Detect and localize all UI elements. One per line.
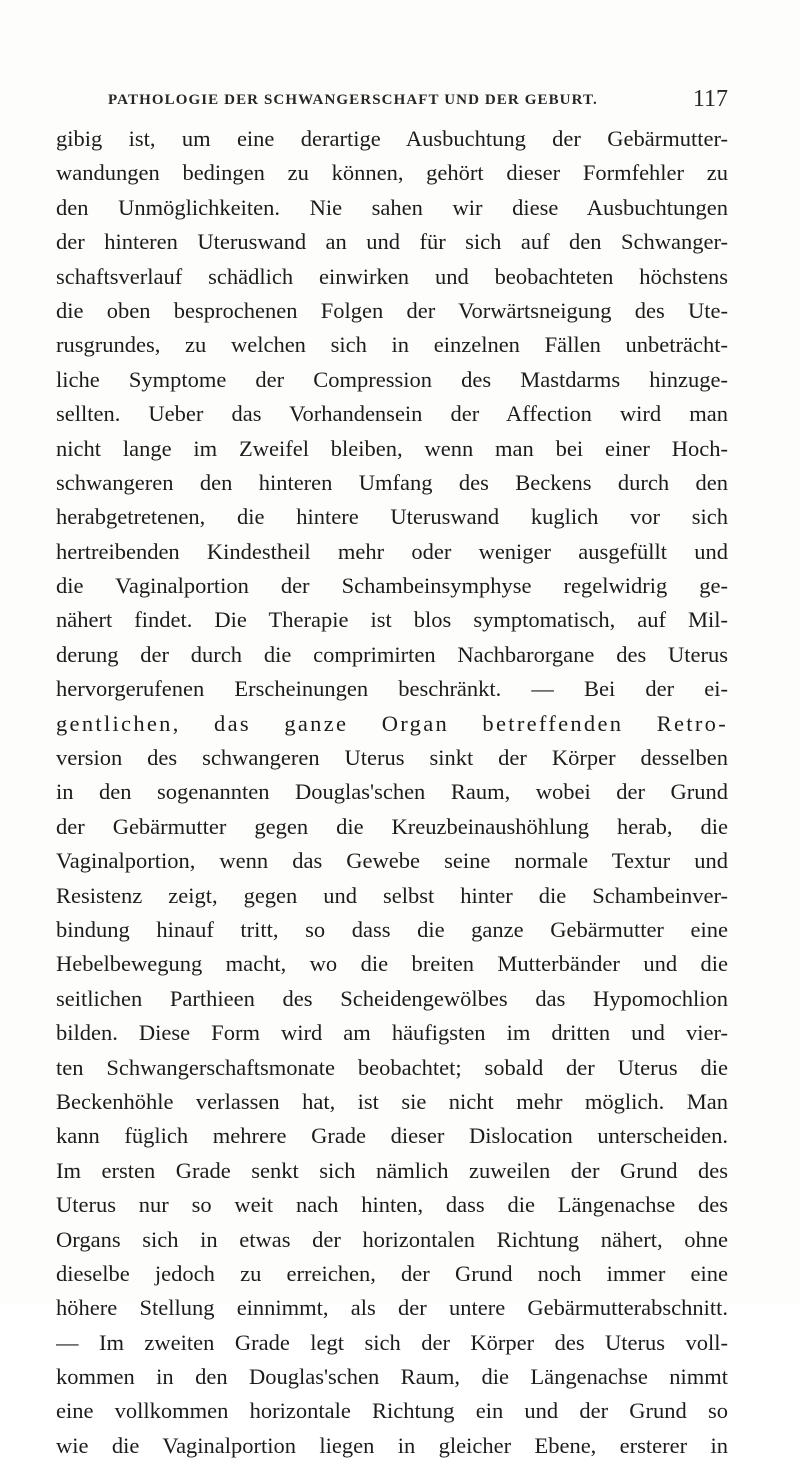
text-line: dieselbe jedoch zu erreichen, der Grund noch immer eine [56,1260,728,1286]
text-line: schwangeren den hinteren Umfang des Beckens durch den [56,469,728,495]
text-line: in den sogenannten Douglas'schen Raum, wobei der Grund [56,779,728,805]
text-line: kommen in den Douglas'schen Raum, die Längenachse nimmt [56,1364,728,1390]
text-line: wie die Vaginalportion liegen in gleicher Ebene, ersterer in [56,1432,728,1458]
text-line: rusgrundes, zu welchen sich in einzelnen Fällen unbeträcht- [56,332,728,358]
text-line: gibig ist, um eine derartige Ausbuchtung der Gebärmutter- [56,126,728,151]
text-line: höhere Stellung einnimmt, als der untere Gebärmutterabschnitt. [56,1295,728,1321]
page-number: 117 [692,86,728,112]
text-line: Resistenz zeigt, gegen und selbst hinter die Schambeinver- [56,882,728,908]
text-line: Organs sich in etwas der horizontalen Richtung nähert, ohne [56,1226,728,1252]
text-line: — Im zweiten Grade legt sich der Körper des Uterus voll- [56,1329,728,1355]
text-line: derung der durch die comprimirten Nachbarorgane des Uterus [56,641,728,667]
text-line: sellten. Ueber das Vorhandensein der Affection wird man [56,401,728,427]
text-line: Im ersten Grade senkt sich nämlich zuweilen der Grund des [56,1157,728,1183]
text-line: Vaginalportion, wenn das Gewebe seine normale Textur und [56,848,728,874]
text-line: eine vollkommen horizontale Richtung ein und der Grund so [56,1398,728,1424]
text-line: hertreibenden Kindestheil mehr oder weniger ausgefüllt und [56,538,728,564]
text-line-emphasis: gentlichen, das ganze Organ betreffenden Retro- [56,710,728,736]
text-line: wandungen bedingen zu können, gehört dieser Formfehler zu [56,160,728,186]
text-line: Hebelbewegung macht, wo die breiten Mutterbänder und die [56,951,728,977]
text-line: kann füglich mehrere Grade dieser Dislocation unterscheiden. [56,1123,728,1149]
body-text [56,122,728,1463]
text-line: herabgetretenen, die hintere Uteruswand kuglich vor sich [56,504,728,530]
text-line: ten Schwangerschaftsmonate beobachtet; sobald der Uterus die [56,1054,728,1080]
text-line: Beckenhöhle verlassen hat, ist sie nicht mehr möglich. Man [56,1088,728,1114]
text-line: nähert findet. Die Therapie ist blos symptomatisch, auf Mil- [56,607,728,633]
text-line: die Vaginalportion der Schambeinsymphyse regelwidrig ge- [56,573,728,599]
text-line: der hinteren Uteruswand an und für sich auf den Schwanger- [56,229,728,255]
text-line: seitlichen Parthieen des Scheidengewölbes das Hypomochlion [56,985,728,1011]
text-line: schaftsverlauf schädlich einwirken und beobachteten höchstens [56,263,728,289]
running-title: PATHOLOGIE DER SCHWANGERSCHAFT UND DER GEBURT. [108,92,598,108]
running-head [108,86,728,116]
text-line: version des schwangeren Uterus sinkt der Körper desselben [56,745,728,771]
text-line: bindung hinauf tritt, so dass die ganze Gebärmutter eine [56,916,728,942]
text-line: den Unmöglichkeiten. Nie sahen wir diese Ausbuchtungen [56,194,728,220]
text-line: die oben besprochenen Folgen der Vorwärtsneigung des Ute- [56,297,728,323]
text-line: hervorgerufenen Erscheinungen beschränkt. — Bei der ei- [56,676,728,702]
text-line: Uterus nur so weit nach hinten, dass die Längenachse des [56,1192,728,1218]
text-line: der Gebärmutter gegen die Kreuzbeinaushöhlung herab, die [56,813,728,839]
text-line: bilden. Diese Form wird am häufigsten im dritten und vier- [56,1020,728,1046]
text-line: nicht lange im Zweifel bleiben, wenn man bei einer Hoch- [56,435,728,461]
text-line: liche Symptome der Compression des Mastdarms hinzuge- [56,366,728,392]
